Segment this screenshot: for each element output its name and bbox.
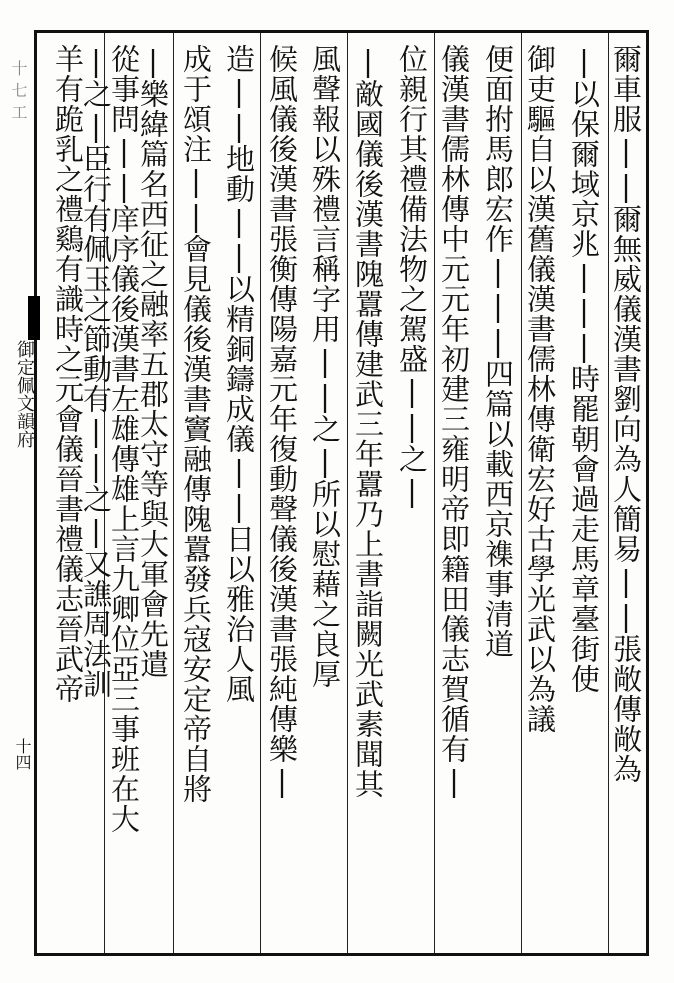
text-column: |之|臣行有佩玉之節動有||之|又譙周法訓 (79, 44, 113, 699)
text-column: 成于頌注||會見儀後漢書竇融傳隗囂發兵寇安定帝自將 (179, 44, 213, 804)
previous-page-edge-text: 十七工 (9, 60, 28, 126)
frame-bottom-rule (36, 953, 648, 956)
text-column: |敵國儀後漢書隗囂傳建武三年囂乃上書詣闕光武素聞其 (351, 44, 385, 799)
page-number: 十四 (13, 738, 32, 770)
text-column: |以保爾域京兆|||時罷朝會過走馬章臺街使 (567, 44, 601, 694)
text-column: 御吏驅自以漢舊儀漢書儒林傳衛宏好古學光武以為議 (523, 44, 557, 734)
left-margin (0, 0, 34, 983)
text-column: |樂緯篇名西征之融率五郡太守等與大軍會先遣 (136, 44, 170, 679)
book-title: 御定佩文韻府 (14, 340, 35, 448)
text-column: 羊有跪乳之禮鷄有識時之元會儀晉書禮儀志晉武帝 (51, 44, 85, 704)
frame-top-rule (36, 30, 648, 33)
fish-tail-mark (28, 296, 40, 340)
text-column: 儀漢書儒林傳中元元年初建三雍明帝即籍田儀志賀循有| (437, 44, 471, 799)
text-column: 便面拊馬郎宏作|||四篇以載西京襍事清道 (481, 44, 515, 659)
text-column: 候風儀後漢書張衡傳陽嘉元年復動聲儀後漢書張純傳樂| (265, 44, 299, 799)
text-column: 風聲報以殊禮言稱字用||之|所以慰藉之良厚 (308, 44, 342, 689)
text-column: 爾車服||爾無威儀漢書劉向為人簡易||張敞傳敞為 (609, 44, 643, 784)
text-column: 從事問||庠序儀後漢書左雄傳雄上言九卿位亞三事班在大 (107, 44, 141, 834)
text-column: 造||地動||以精銅鑄成儀||日以雅治人風 (222, 44, 256, 704)
text-column: 位親行其禮備法物之駕盛||之| (395, 44, 429, 509)
